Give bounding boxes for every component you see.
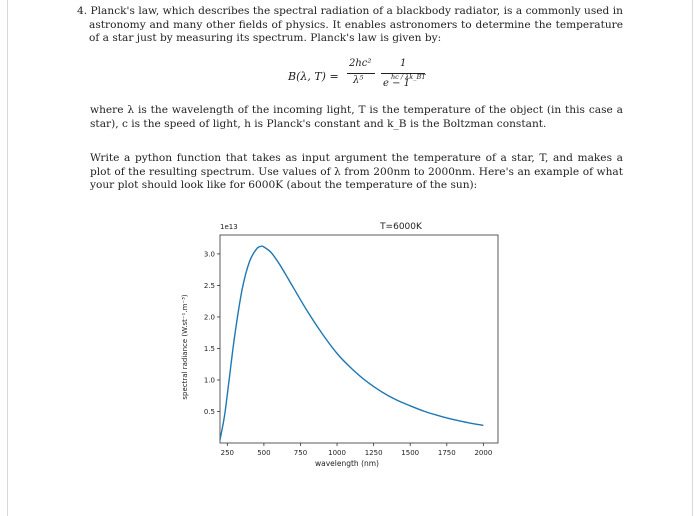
x-tick-label: 1250 <box>364 449 383 457</box>
x-tick-label: 500 <box>257 449 271 457</box>
equation-frac1-numerator: 2hc² <box>349 58 372 69</box>
problem-intro: 4. Planck's law, which describes the spectral radiation of a blackbody radiator, is a commonly used in astronomy and many other fields of physics. It enables astronomers to determine the temperature of a star just by measuring its spectrum. Planck's law is given by: <box>77 5 623 45</box>
chart-svg <box>178 215 508 480</box>
page-left-border <box>7 0 8 516</box>
task-description: Write a python function that takes as input argument the temperature of a star, T, and makes a plot of the resulting spectrum. Use values of λ from 200nm to 2000nm. Here's an example of what your plot should look like for 6000K (about the temperature of the sun): <box>90 152 623 192</box>
equation-frac1-bar <box>347 73 375 74</box>
y-tick-label: 1.5 <box>203 344 215 353</box>
y-tick-label: 0.5 <box>203 407 215 416</box>
x-axis-ticks <box>221 443 493 457</box>
y-tick-label: 1.0 <box>203 376 215 385</box>
equation-frac1-denominator: λ⁵ <box>353 75 364 86</box>
x-tick-label: 1000 <box>328 449 346 457</box>
y-tick-label: 2.0 <box>203 313 215 322</box>
y-offset-label: 1e13 <box>220 223 238 231</box>
y-tick-label: 2.5 <box>203 281 215 290</box>
x-tick-label: 1750 <box>437 449 456 457</box>
x-axis-label: wavelength (nm) <box>315 459 379 468</box>
planck-equation <box>288 58 438 94</box>
equation-frac2-numerator: 1 <box>400 58 407 69</box>
series-line <box>220 246 483 440</box>
plot-frame <box>220 235 498 443</box>
equation-lhs: B(λ, T) = <box>288 70 339 83</box>
x-tick-label: 1500 <box>401 449 420 457</box>
y-axis-ticks <box>204 250 220 416</box>
variable-definitions: where λ is the wavelength of the incoming light, T is the temperature of the object (in this case a star), c is the speed of light, h is Planck's constant and k_B is the Boltzman constant. <box>90 104 623 130</box>
equation-exponent: hc / λk_BT <box>391 73 426 81</box>
page-right-border <box>692 0 693 516</box>
y-axis-label: spectral radiance (W.st⁻¹.m⁻³) <box>181 294 189 400</box>
chart-title: T=6000K <box>380 222 422 232</box>
x-tick-label: 250 <box>220 449 235 457</box>
y-tick-label: 3.0 <box>203 250 215 259</box>
equation-frac2-denominator: e − 1 <box>383 78 411 89</box>
x-tick-label: 750 <box>293 449 308 457</box>
x-tick-label: 2000 <box>474 449 493 457</box>
spectrum-chart <box>178 215 508 480</box>
